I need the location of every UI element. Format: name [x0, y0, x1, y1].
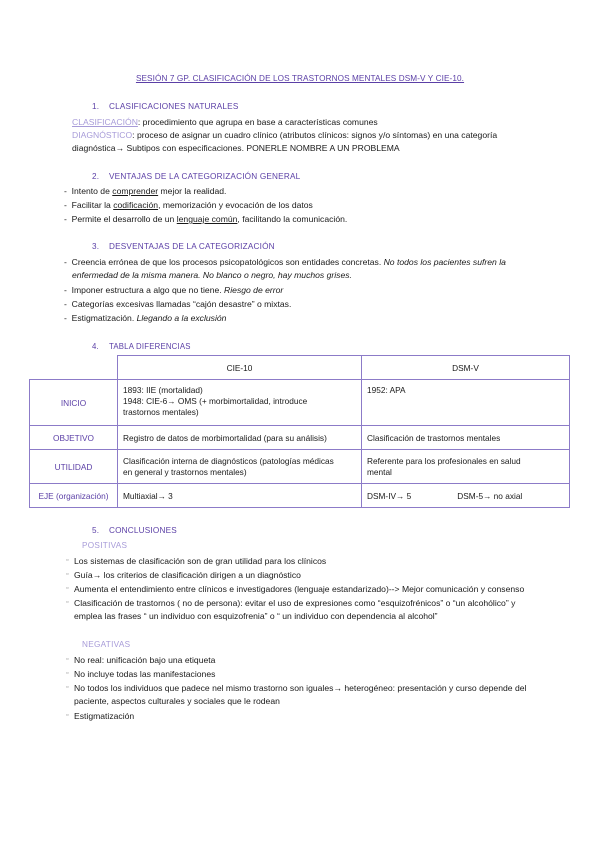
desventaja-item-2: - Imponer estructura a algo que no tiene. Riesgo de error	[64, 285, 284, 295]
section-number: 3.	[92, 242, 100, 251]
row-label-objetivo: OBJETIVO	[30, 426, 118, 450]
bullet-icon: ▫	[66, 585, 69, 592]
section-5-heading	[92, 526, 177, 535]
document-title: SESIÓN 7 GP. CLASIFICACIÓN DE LOS TRASTORNOS MENTALES DSM-V Y CIE-10.	[135, 74, 465, 83]
bullet-icon: ▫	[66, 670, 69, 677]
row-label-eje: EJE (organización)	[30, 484, 118, 508]
cell-utilidad-dsmv: Referente para los profesionales en salud mental	[362, 450, 570, 484]
section-number: 2.	[92, 172, 100, 181]
diagnostico-text: : proceso de asignar un cuadro clínico (atributos clínicos: signos y/o síntomas) en una categoría	[132, 130, 498, 140]
cell-objetivo-cie10: Registro de datos de morbimortalidad (para su análisis)	[118, 426, 362, 450]
row-label-inicio: INICIO	[30, 380, 118, 426]
cell-eje-cie10: Multiaxial→ 3	[118, 484, 362, 508]
section-title: VENTAJAS DE LA CATEGORIZACIÓN GENERAL	[109, 172, 301, 181]
table-header-row	[30, 356, 570, 380]
cell-objetivo-dsmv: Clasificación de trastornos mentales	[362, 426, 570, 450]
table-row-utilidad	[30, 450, 570, 484]
table-row-eje	[30, 484, 570, 508]
cell-inicio-dsmv: 1952: APA	[362, 380, 570, 426]
negativa-item-3: No todos los individuos que padece nel mismo trastorno son iguales→ heterogéneo: presentación y curso depende del	[74, 683, 527, 693]
negativa-item-4: Estigmatización	[74, 711, 135, 721]
diagnostico-label: DIAGNÓSTICO	[72, 130, 133, 140]
negativas-label: NEGATIVAS	[82, 640, 131, 649]
desventaja-item-3: - Categorías excesivas llamadas “cajón desastre” o mixtas.	[64, 299, 292, 309]
positiva-item-1: Los sistemas de clasificación son de gran utilidad para los clínicos	[74, 556, 327, 566]
table-row-objetivo	[30, 426, 570, 450]
positivas-label: POSITIVAS	[82, 541, 128, 550]
positiva-item-3: Aumenta el entendimiento entre clínicos e investigadores (lenguaje estandarizado)--> Mejor comunicación y consenso	[74, 584, 525, 594]
table-row-inicio	[30, 380, 570, 426]
desventaja-item-1: - Creencia errónea de que los procesos psicopatológicos son entidades concretas. No todos los pacientes sufren la	[64, 257, 506, 267]
section-number: 1.	[92, 102, 100, 111]
positiva-item-4-cont: emplea las frases “ un individuo con esquizofrenia” o “ un individuo con dependencia al alcohol”	[74, 611, 438, 621]
bullet-icon: ▫	[66, 656, 69, 663]
bullet-icon: ▫	[66, 712, 69, 719]
negativa-item-3-cont: paciente, aspectos culturales y sociales que le rodean	[74, 696, 280, 706]
ventaja-item-1: - Intento de comprender mejor la realidad.	[64, 186, 227, 196]
section-4-heading	[92, 342, 191, 351]
column-header-dsmv: DSM-V	[362, 356, 570, 380]
bullet-icon: ▫	[66, 599, 69, 606]
section-title: CLASIFICACIONES NATURALES	[109, 102, 239, 111]
negativa-item-1: No real: unificación bajo una etiqueta	[74, 655, 216, 665]
section-title: DESVENTAJAS DE LA CATEGORIZACIÓN	[109, 242, 275, 251]
clasificacion-line	[72, 116, 378, 128]
cell-inicio-cie10: 1893: IIE (mortalidad) 1948: CIE-6→ OMS (+ morbimortalidad, introduce trastornos mentales)	[118, 380, 362, 426]
desventaja-item-1-cont: enfermedad de la misma manera. No blanco o negro, hay muchos grises.	[72, 270, 352, 280]
clasificacion-label: CLASIFICACIÓN	[72, 117, 138, 127]
diagnostico-line-2: diagnóstica→ Subtipos con especificaciones. PONERLE NOMBRE A UN PROBLEMA	[72, 143, 400, 153]
bullet-icon: ▫	[66, 557, 69, 564]
positiva-item-4: Clasificación de trastornos ( no de persona): evitar el uso de expresiones como “esquizofrénicos” o “un alcohólico” y	[74, 598, 516, 608]
cell-utilidad-cie10: Clasificación interna de diagnósticos (patologías médicas en general y trastornos mentales)	[118, 450, 362, 484]
clasificacion-text: : procedimiento que agrupa en base a características comunes	[137, 117, 378, 127]
ventaja-item-3: - Permite el desarrollo de un lenguaje común, facilitando la comunicación.	[64, 214, 348, 224]
row-label-utilidad: UTILIDAD	[30, 450, 118, 484]
column-header-cie10: CIE-10	[118, 356, 362, 380]
bullet-icon: ▫	[66, 571, 69, 578]
section-number: 4.	[92, 342, 99, 351]
section-number: 5.	[92, 526, 100, 535]
diferencias-table	[29, 355, 570, 508]
desventaja-item-4: - Estigmatización. Llegando a la exclusión	[64, 313, 227, 323]
cell-eje-dsmv: DSM-IV→ 5 DSM-5→ no axial	[362, 484, 570, 508]
section-1-heading	[92, 102, 239, 111]
table-corner-cell	[30, 356, 118, 380]
section-3-heading	[92, 242, 275, 251]
section-2-heading	[92, 172, 300, 181]
positiva-item-2: Guía→ los criterios de clasificación dirigen a un diagnóstico	[74, 570, 301, 580]
section-title: TABLA DIFERENCIAS	[109, 342, 191, 351]
ventaja-item-2: - Facilitar la codificación, memorización y evocación de los datos	[64, 200, 313, 210]
bullet-icon: ▫	[66, 684, 69, 691]
section-title: CONCLUSIONES	[109, 526, 177, 535]
diagnostico-line	[72, 129, 497, 141]
negativa-item-2: No incluye todas las manifestaciones	[74, 669, 216, 679]
